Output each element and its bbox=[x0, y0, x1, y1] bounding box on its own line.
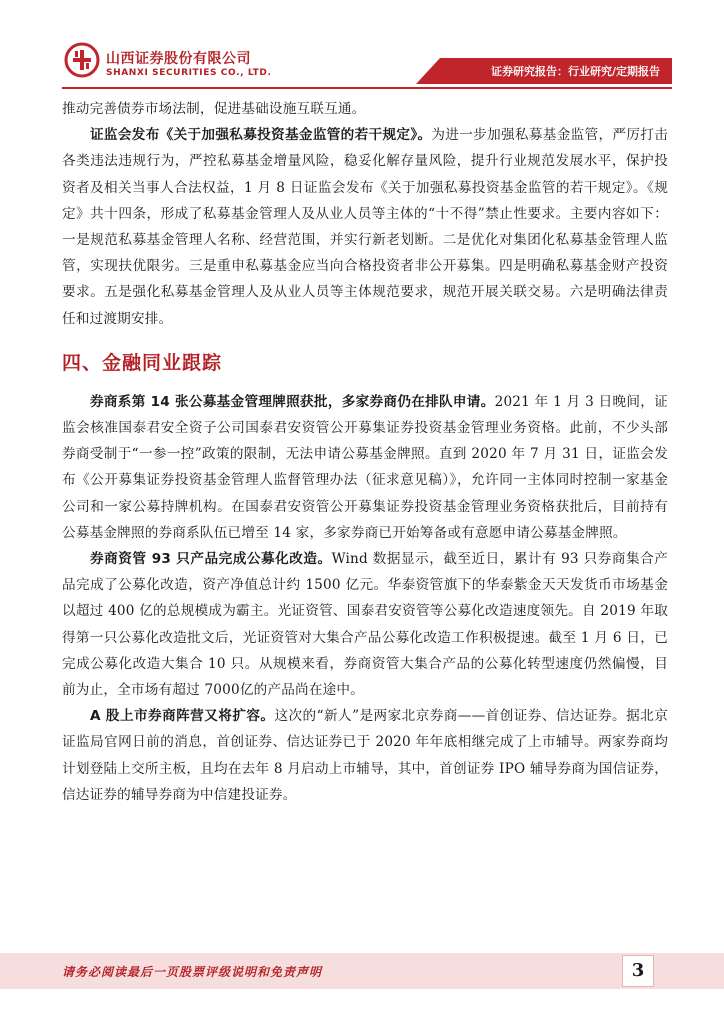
sxzq-logo-icon bbox=[64, 42, 100, 78]
page-footer bbox=[0, 953, 724, 993]
paragraph-text: 2021 年 1 月 3 日晚间，证监会核准国泰君安全资子公司国泰君安资管公开募集证券投资基金管理业务资格。此前，不少头部券商受制于“一参一控”政策的限制，无法申请公募基金牌照。直到 2020 年 7 月 31 日，证监会发布《公开募集证券投资基金管理人监督管理办法（征求意见稿）》，允许同一主体同时控制一家基金公司和一家公募持牌机构。在国泰君安资管公开募集证券投资基金管理业务资格获批后，目前持有公募基金牌照的券商系队伍已增至 14 家，多家券商已开始筹备或有意愿申请公募基金牌照。 bbox=[62, 393, 668, 541]
company-name-cn: 山西证券股份有限公司 bbox=[106, 51, 251, 67]
report-type-band bbox=[440, 58, 672, 84]
paragraph-lead: 证监会发布《关于加强私募投资基金监管的若干规定》。 bbox=[90, 127, 432, 144]
paragraph-csrc-private-fund bbox=[62, 122, 668, 332]
report-type: 证券研究报告：行业研究/定期报告 bbox=[490, 65, 660, 78]
page-header bbox=[0, 0, 724, 100]
paragraph-text: Wind 数据显示，截至近日，累计有 93 只券商集合产品完成了公募化改造，资产净值总计约 1500 亿元。华泰资管旗下的华泰紫金天天发货币市场基金以超过 400 亿的总规模成为霸主。光证资管、国泰君安资管等公募化改造速度领先。自 2019 年取得第一只公募化改造批文后，光证资管对大集合产品公募化改造工作积极提速。截至 1 月 6 日，已完成公募化改造大集合 10 只。从规模来看，券商资管大集合产品的公募化转型速度仍然偏慢，目前为止，全市场有超过 7000亿的产品尚在途中。 bbox=[62, 551, 668, 699]
paragraph-continued: 推动完善债券市场法制，促进基础设施互联互通。 bbox=[62, 101, 366, 117]
paragraph-lead: 券商系第 14 张公募基金管理牌照获批，多家券商仍在排队申请。 bbox=[90, 393, 495, 410]
section-title: 四、金融同业跟踪 bbox=[62, 351, 223, 374]
paragraph-lead: 券商资管 93 只产品完成公募化改造。 bbox=[90, 551, 332, 568]
disclaimer-link[interactable]: 请务必阅读最后一页股票评级说明和免责声明 bbox=[62, 965, 323, 979]
report-body bbox=[62, 96, 668, 808]
paragraph-text: 这次的“新人”是两家北京券商——首创证券、信达证券。据北京证监局官网日前的消息，首创证券、信达证券已于 2020 年年底相继完成了上市辅导。两家券商均计划登陆上交所主板，且均在去年 8 月启动上市辅导，其中，首创证券 IPO 辅导券商为国信证券，信达证券的辅导券商为中信建投证券。 bbox=[62, 708, 668, 803]
paragraph-a-share-listing bbox=[62, 703, 668, 808]
company-name-en: SHANXI SECURITIES CO., LTD. bbox=[106, 68, 272, 78]
paragraph-lead: A 股上市券商阵营又将扩容。 bbox=[90, 708, 275, 725]
header-divider bbox=[62, 87, 672, 89]
paragraph-asset-mgmt-conversion bbox=[62, 546, 668, 703]
paragraph-text: 为进一步加强私募基金监管，严厉打击各类违法违规行为，严控私募基金增量风险，稳妥化解存量风险，提升行业规范发展水平，保护投资者及相关当事人合法权益，1 月 8 日证监会发布《关于加强私募投资基金监管的若干规定》。《规定》共十四条，形成了私募基金管理人及从业人员等主体的“十不得”禁止性要求。主要内容如下：一是规范私募基金管理人名称、经营范围，并实行新老划断。二是优化对集团化私募基金管理人监管，实现扶优限劣。三是重申私募基金应当向合格投资者非公开募集。四是明确私募基金财产投资要求。五是强化私募基金管理人及从业人员等主体规范要求，规范开展关联交易。六是明确法律责任和过渡期安排。 bbox=[62, 127, 668, 327]
paragraph-public-fund-license bbox=[62, 389, 668, 546]
page-number: 3 bbox=[622, 955, 654, 987]
